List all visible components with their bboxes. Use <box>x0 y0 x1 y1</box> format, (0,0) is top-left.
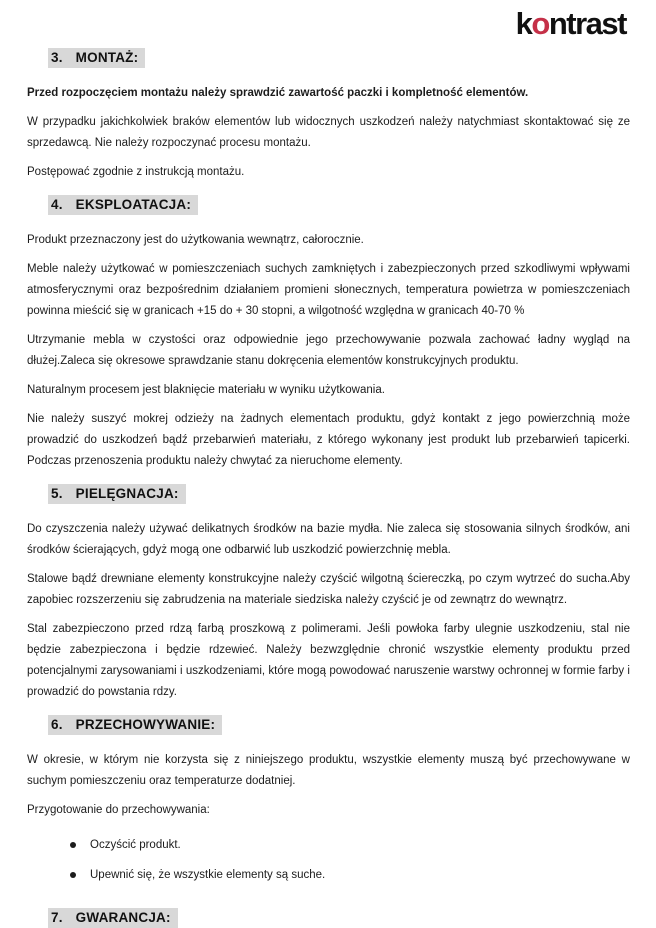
storage-checklist <box>70 835 630 886</box>
list-item-label: Oczyścić produkt. <box>90 839 181 851</box>
section-number: 4. <box>51 197 63 212</box>
section-number: 6. <box>51 717 63 732</box>
section-heading-montaz <box>48 48 630 68</box>
section-title: MONTAŻ: <box>75 50 139 65</box>
logo-text-prefix: k <box>515 6 532 41</box>
logo-o-ring-icon: o <box>531 6 549 41</box>
paragraph-eksploatacja-1: Produkt przeznaczony jest do użytkowania wewnątrz, całorocznie. <box>27 234 364 246</box>
heading-highlight <box>48 195 198 215</box>
paragraph-eksploatacja-5: Nie należy suszyć mokrej odzieży na żadnych elementach produktu, gdyż kontakt z jego powierzchnią może prowadzić do uszkodzeń bądź przebarwień materiału, z którego wykonany jest produkt lub przebarwień tapicerki. Podczas przenoszenia produktu należy chwytać za nieruchome elementy. <box>27 413 630 467</box>
bullet-icon <box>70 872 76 878</box>
section-heading-przechowywanie <box>48 715 630 735</box>
paragraph-pielegnacja-3: Stal zabezpieczono przed rdzą farbą proszkową z polimerami. Jeśli powłoka farby ulegnie uszkodzeniu, stal nie będzie zabezpieczona i będzie rdzewieć. Należy bezwzględnie chronić wszystkie elementy produktu przed potencjalnymi zarysowaniami i uszkodzeniami, które mogą powodować naruszenie warstwy ochronnej w formie farby i prowadzić do powstania rdzy. <box>27 623 630 698</box>
section-heading-eksploatacja <box>48 195 630 215</box>
heading-highlight <box>48 48 145 68</box>
paragraph-przechowywanie-intro: Przygotowanie do przechowywania: <box>27 804 210 816</box>
paragraph-eksploatacja-3: Utrzymanie mebla w czystości oraz odpowiednie jego przechowywanie pozwala zachować ładny wygląd na dłużej.Zaleca się okresowe sprawdzanie stanu dokręcenia elementów konstrukcyjnych produktu. <box>27 334 630 367</box>
paragraph-montaz-2: W przypadku jakichkolwiek braków elementów lub widocznych uszkodzeń należy natychmiast skontaktować się ze sprzedawcą. Nie należy rozpoczynać procesu montażu. <box>27 116 630 149</box>
paragraph-pielegnacja-1: Do czyszczenia należy używać delikatnych środków na bazie mydła. Nie zaleca się stosowania silnych środków, ani środków ścierających, gdyż mogą one odbarwić lub uszkodzić powierzchnię mebla. <box>27 523 630 556</box>
paragraph-montaz-3: Postępować zgodnie z instrukcją montażu. <box>27 166 245 178</box>
heading-highlight <box>48 715 222 735</box>
heading-highlight <box>48 908 178 928</box>
paragraph-przechowywanie-1: W okresie, w którym nie korzysta się z niniejszego produktu, wszystkie elementy muszą być przechowywane w suchym pomieszczeniu oraz temperaturze dodatniej. <box>27 754 630 787</box>
paragraph-eksploatacja-4: Naturalnym procesem jest blaknięcie materiału w wyniku użytkowania. <box>27 384 385 396</box>
section-title: PIELĘGNACJA: <box>75 486 179 501</box>
section-heading-pielegnacja <box>48 484 630 504</box>
section-number: 5. <box>51 486 63 501</box>
brand-logo <box>27 6 630 42</box>
section-title: GWARANCJA: <box>75 910 171 925</box>
heading-highlight <box>48 484 186 504</box>
section-title: PRZECHOWYWANIE: <box>75 717 216 732</box>
list-item-label: Upewnić się, że wszystkie elementy są suche. <box>90 869 326 881</box>
paragraph-eksploatacja-2: Meble należy użytkować w pomieszczeniach suchych zamkniętych i zabezpieczonych przed szkodliwymi wpływami atmosferycznymi oraz bezpośrednim działaniem promieni słonecznych, temperatura powietrza w pomieszczeniach powinna mieścić się w granicach +15 do + 30 stopni, a wilgotność względna w granicach 40-70 % <box>27 263 630 317</box>
section-heading-gwarancja <box>48 908 630 928</box>
paragraph-pielegnacja-2: Stalowe bądź drewniane elementy konstrukcyjne należy czyścić wilgotną ściereczką, po czym wytrzeć do sucha.Aby zapobiec rozszerzeniu się zabrudzenia na materiale siedziska należy czyścić je od zewnątrz do wewnątrz. <box>27 573 630 606</box>
section-title: EKSPLOATACJA: <box>75 197 192 212</box>
section-number: 3. <box>51 50 63 65</box>
list-item-elements-dry <box>70 865 630 886</box>
bullet-icon <box>70 842 76 848</box>
paragraph-montaz-1: Przed rozpoczęciem montażu należy sprawdzić zawartość paczki i kompletność elementów. <box>27 87 529 99</box>
list-item-clean-product <box>70 835 630 856</box>
section-number: 7. <box>51 910 63 925</box>
logo-text-suffix: ntrast <box>548 6 626 41</box>
